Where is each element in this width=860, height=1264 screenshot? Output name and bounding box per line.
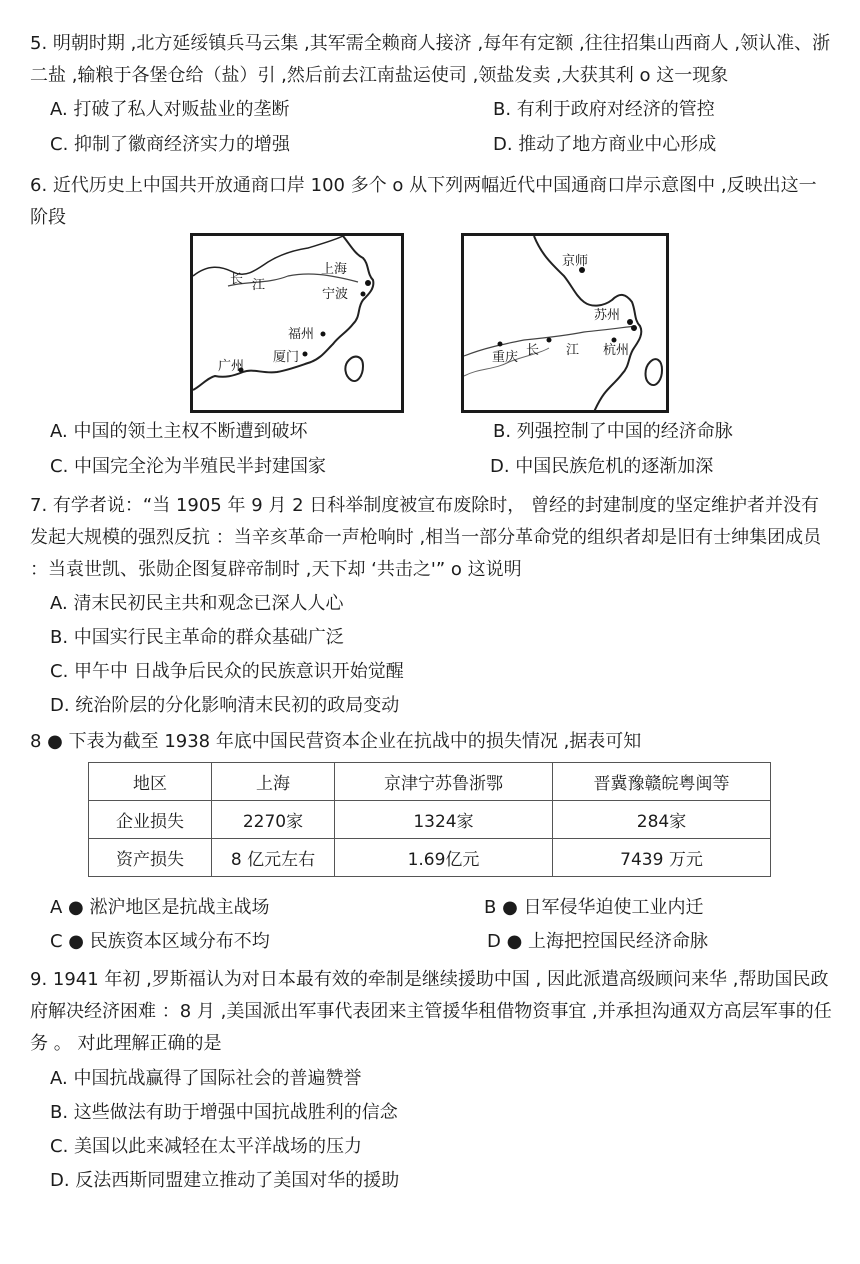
question-5-stem: 5. 明朝时期 ,北方延绥镇兵马云集 ,其军需全赖商人接济 ,每年有定额 ,往往招集山西商人 ,领认准、浙二盐 ,输粮于各堡仓给（盐）引 ,然后前去江南盐运使司 ,领盐发卖 ,大获其利 o 这一现象 xyxy=(30,33,831,86)
question-6-option-b[interactable]: B. 列强控制了中国的经济命脉 xyxy=(493,421,733,442)
table-cell: 8 亿元左右 xyxy=(212,839,335,877)
table-cell: 284家 xyxy=(553,801,771,839)
question-8-option-b[interactable]: B ● 日军侵华迫使工业内迁 xyxy=(484,897,704,918)
table-cell: 资产损失 xyxy=(89,839,212,877)
table-row xyxy=(89,801,771,839)
treaty-ports-map-1 xyxy=(190,233,404,413)
table-header-cell: 京津宁苏鲁浙鄂 xyxy=(335,763,553,801)
question-7-option-a[interactable]: A. 清末民初民主共和观念已深人人心 xyxy=(50,593,344,614)
map2-label-hangzhou: 杭州 xyxy=(603,343,630,358)
table-cell: 1.69亿元 xyxy=(335,839,553,877)
question-7-option-d[interactable]: D. 统治阶层的分化影响清末民初的政局变动 xyxy=(50,695,400,716)
map2-label-jiang: 江 xyxy=(566,343,580,358)
question-9-stem: 9. 1941 年初 ,罗斯福认为对日本最有效的牵制是继续援助中国 , 因此派遣高级顾问来华 ,帮助国民政府解决经济困难 ：8 月 ,美国派出军事代表团来主管援华租借物资事宜 ,并承担沟通双方高层军事的任务 。 对此理解正确的是 xyxy=(30,969,832,1054)
question-6-option-c[interactable]: C. 中国完全沦为半殖民半封建国家 xyxy=(50,456,327,477)
map1-label-guangzhou: 广州 xyxy=(218,359,245,374)
question-5-option-d[interactable]: D. 推动了地方商业中心形成 xyxy=(493,134,717,155)
map1-label-chang: 长 xyxy=(230,272,244,287)
map1-label-ningbo: 宁波 xyxy=(322,287,349,302)
question-7-option-b[interactable]: B. 中国实行民主革命的群众基础广泛 xyxy=(50,627,344,648)
question-8-option-d[interactable]: D ● 上海把控国民经济命脉 xyxy=(487,931,709,952)
table-header-cell: 晋冀豫赣皖粤闽等 xyxy=(553,763,771,801)
question-6-option-d[interactable]: D. 中国民族危机的逐渐加深 xyxy=(490,456,714,477)
map1-label-fuzhou: 福州 xyxy=(288,327,315,342)
map2-label-chang: 长 xyxy=(526,343,540,358)
question-6-option-a[interactable]: A. 中国的领土主权不断遭到破坏 xyxy=(50,421,308,442)
map2-label-suzhou: 苏州 xyxy=(594,308,621,323)
map1-label-jiang: 江 xyxy=(252,278,266,293)
table-cell: 7439 万元 xyxy=(553,839,771,877)
table-row xyxy=(89,839,771,877)
table-header-cell: 上海 xyxy=(212,763,335,801)
map1-label-shanghai: 上海 xyxy=(321,262,348,277)
question-7-stem: 7. 有学者说：“当 1905 年 9 月 2 日科举制度被宣布废除时， 曾经的封建制度的坚定维护者并没有发起大规模的强烈反抗 ：当辛亥革命一声枪响时 ,相当一部分革命党的组织者却是旧有士绅集团成员 ：当袁世凯、张勋企图复辟帝制时 ,天下却 ‘共击之'” o 这说明 xyxy=(30,495,822,580)
question-7-option-c[interactable]: C. 甲午中 日战争后民众的民族意识开始觉醒 xyxy=(50,661,404,682)
question-8-option-a[interactable]: A ● 淞沪地区是抗战主战场 xyxy=(50,897,270,918)
enterprise-loss-table xyxy=(88,762,771,877)
question-9-option-c[interactable]: C. 美国以此来减轻在太平洋战场的压力 xyxy=(50,1136,363,1157)
question-9-option-b[interactable]: B. 这些做法有助于增强中国抗战胜利的信念 xyxy=(50,1102,398,1123)
question-5-option-c[interactable]: C. 抑制了徽商经济实力的增强 xyxy=(50,134,291,155)
question-5-option-a[interactable]: A. 打破了私人对贩盐业的垄断 xyxy=(50,99,290,120)
map1-label-xiamen: 厦门 xyxy=(273,350,300,365)
map2-label-chongqing: 重庆 xyxy=(492,350,519,365)
table-header-row xyxy=(89,763,771,801)
question-9-option-d[interactable]: D. 反法西斯同盟建立推动了美国对华的援助 xyxy=(50,1170,400,1191)
table-cell: 企业损失 xyxy=(89,801,212,839)
question-8-option-c[interactable]: C ● 民族资本区域分布不均 xyxy=(50,931,270,952)
question-6-stem: 6. 近代历史上中国共开放通商口岸 100 多个 o 从下列两幅近代中国通商口岸示意图中 ,反映出这一 阶段 xyxy=(30,175,817,228)
treaty-ports-map-2 xyxy=(461,233,669,413)
map2-label-jingshi: 京师 xyxy=(562,254,589,269)
coastline-drawing-1 xyxy=(193,236,404,413)
question-9-option-a[interactable]: A. 中国抗战赢得了国际社会的普遍赞誉 xyxy=(50,1068,362,1089)
table-header-cell: 地区 xyxy=(89,763,212,801)
table-cell: 2270家 xyxy=(212,801,335,839)
question-8-stem: 8 ● 下表为截至 1938 年底中国民营资本企业在抗战中的损失情况 ,据表可知 xyxy=(30,731,642,752)
table-cell: 1324家 xyxy=(335,801,553,839)
question-5-option-b[interactable]: B. 有利于政府对经济的管控 xyxy=(493,99,715,120)
